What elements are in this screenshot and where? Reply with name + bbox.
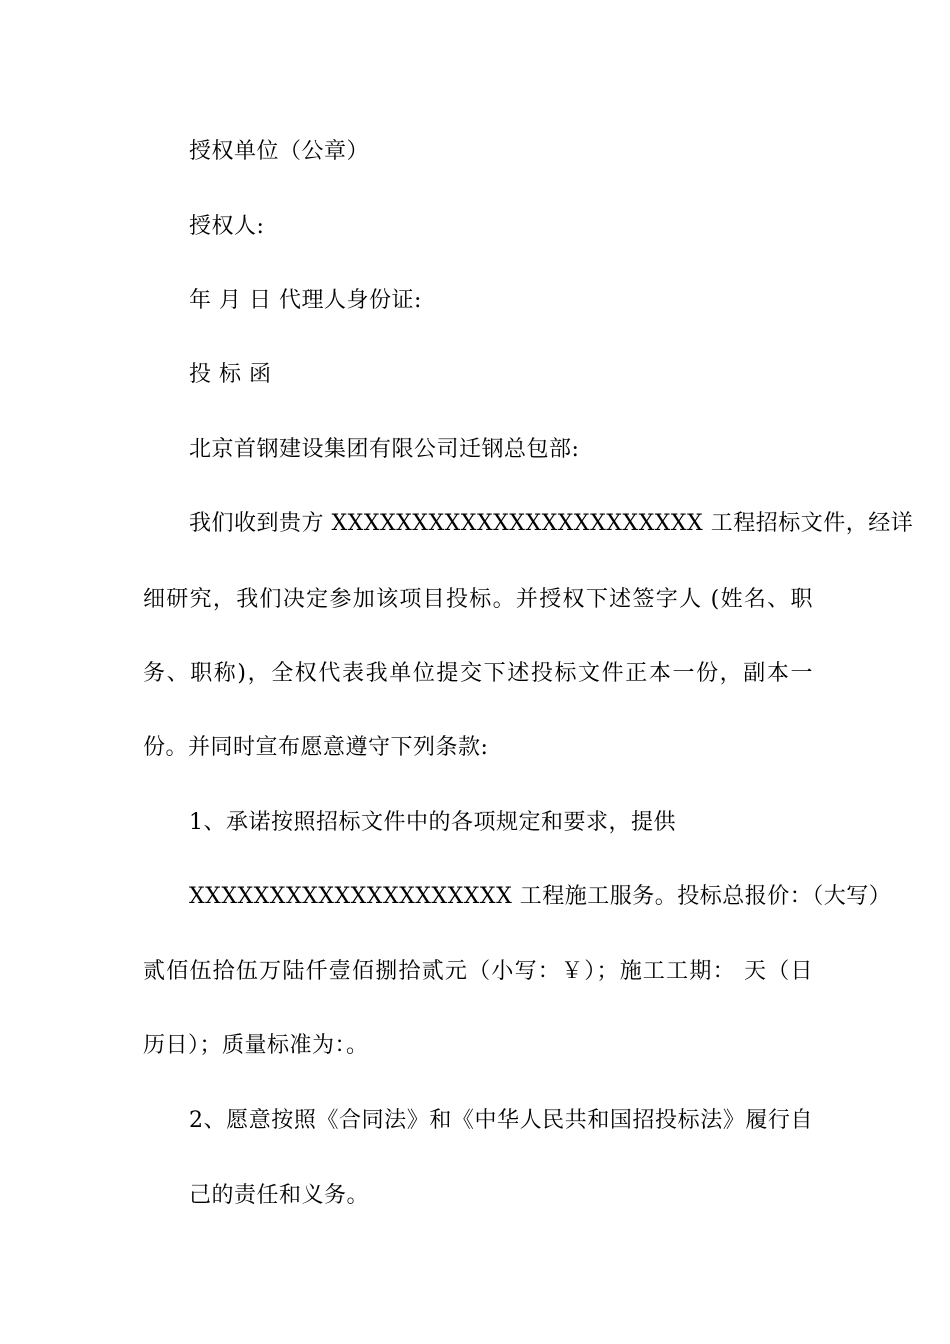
body-paragraph-line-1: 我们收到贵方 XXXXXXXXXXXXXXXXXXXXXXX 工程招标文件，经详 (189, 511, 914, 536)
clause-1-line-3: 贰佰伍拾伍万陆仟壹佰捌拾贰元（小写：￥）；施工工期： 天（日 (143, 959, 813, 984)
clause-1-line-4: 历日）；质量标准为：。 (143, 1033, 369, 1058)
date-and-agent-id-line: 年 月 日 代理人身份证: (189, 288, 422, 313)
clause-1-line-2: XXXXXXXXXXXXXXXXXXXX 工程施工服务。投标总报价：（大写） (189, 884, 892, 909)
authorizer-label: 授权人: (189, 214, 265, 239)
bid-letter-title: 投 标 函 (189, 362, 272, 387)
body-paragraph-line-2: 细研究，我们决定参加该项目投标。并授权下述签字人 (姓名、职 (143, 587, 813, 612)
authorizing-unit-seal: 授权单位（公章） (189, 139, 370, 164)
clause-2-line-1: 2、愿意按照《合同法》和《中华人民共和国招投标法》履行自 (189, 1108, 813, 1133)
recipient-line: 北京首钢建设集团有限公司迁钢总包部: (189, 437, 580, 462)
clause-2-line-2: 己的责任和义务。 (189, 1183, 370, 1208)
clause-1-line-1: 1、承诺按照招标文件中的各项规定和要求，提供 (189, 810, 676, 835)
body-paragraph-line-3: 务、职称)，全权代表我单位提交下述投标文件正本一份，副本一 (143, 661, 813, 686)
body-paragraph-line-4: 份。并同时宣布愿意遵守下列条款: (143, 735, 489, 760)
